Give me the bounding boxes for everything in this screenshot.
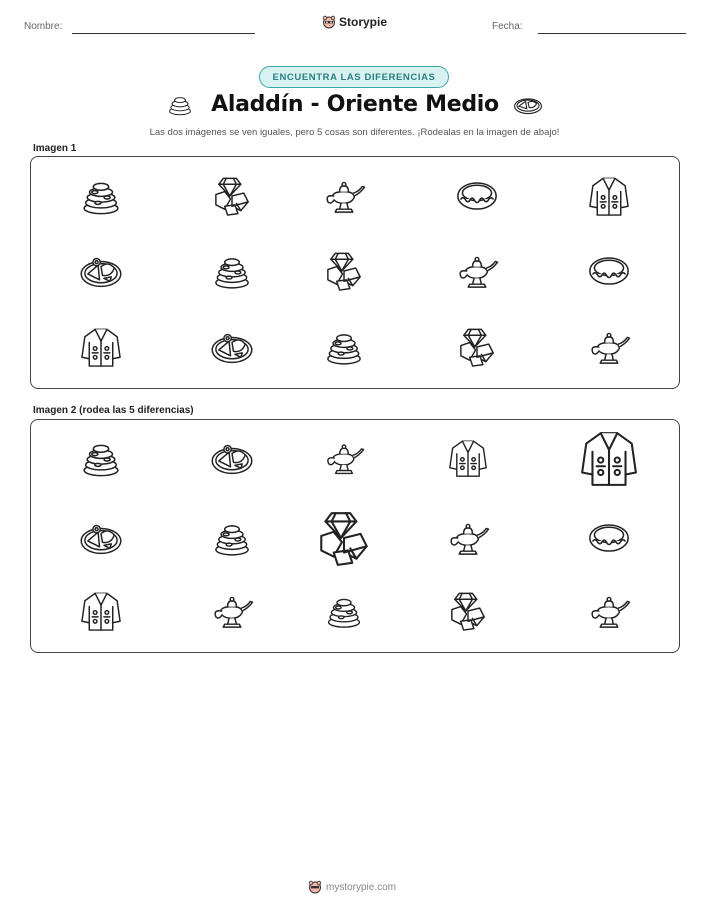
food-plate-icon [210, 436, 254, 480]
image-1-bracelet-icon [586, 248, 632, 294]
brand-name: Storypie [339, 15, 388, 29]
image-2-coins-icon[interactable] [78, 435, 124, 481]
coins-icon [210, 516, 254, 560]
lamp-icon [323, 437, 365, 479]
image-2-lamp-icon[interactable] [587, 589, 631, 633]
coins-icon [78, 435, 124, 481]
section-2-label: Imagen 2 (rodea las 5 diferencias) [33, 405, 194, 416]
jewels-icon [322, 249, 366, 293]
image-2-jewels-icon[interactable] [313, 507, 375, 569]
food-plate-icon [210, 325, 254, 369]
coins-icon [322, 325, 366, 369]
robe-icon [79, 325, 123, 369]
lamp-icon [322, 174, 366, 218]
image-1-jewels-icon [455, 325, 499, 369]
jewels-icon [455, 325, 499, 369]
image-1-lamp-icon [587, 325, 631, 369]
image-1-coins-icon [78, 173, 124, 219]
image-2-lamp-icon[interactable] [210, 589, 254, 633]
coins-icon [210, 249, 254, 293]
bracelet-icon [586, 248, 632, 294]
image-1-lamp-icon [455, 249, 499, 293]
bracelet-icon [586, 515, 632, 561]
image-1-robe-icon [587, 174, 631, 218]
image-1-food-plate-icon [79, 249, 123, 293]
image-1-jewels-icon [210, 174, 254, 218]
image-2-robe-icon[interactable] [447, 437, 489, 479]
image-2-robe-icon[interactable] [79, 589, 123, 633]
name-field-line[interactable] [72, 33, 255, 34]
jewels-icon [446, 589, 490, 633]
image-1-coins-icon [322, 325, 366, 369]
robe-icon [447, 437, 489, 479]
food-plate-icon [79, 249, 123, 293]
brand-logo [322, 15, 387, 29]
image-1-food-plate-icon [210, 325, 254, 369]
robe-icon [578, 427, 640, 489]
lamp-icon [446, 516, 490, 560]
image-2-food-plate-icon[interactable] [79, 516, 123, 560]
instructions: Las dos imágenes se ven iguales, pero 5 cosas son diferentes. ¡Rodealas en la imagen de abajo! [149, 127, 560, 138]
bracelet-icon [454, 173, 500, 219]
image-2-lamp-icon[interactable] [323, 437, 365, 479]
footer [308, 880, 396, 894]
image-2-jewels-icon[interactable] [446, 589, 490, 633]
title-food-plate-icon [513, 94, 543, 121]
image-1-jewels-icon [322, 249, 366, 293]
section-1-label: Imagen 1 [33, 143, 77, 154]
robe-icon [79, 589, 123, 633]
image-2-robe-icon[interactable] [578, 427, 640, 489]
date-field-line[interactable] [538, 33, 686, 34]
storypie-mascot-icon [322, 15, 336, 29]
title-coins-icon [167, 94, 193, 121]
coins-icon [323, 590, 365, 632]
jewels-icon [313, 507, 375, 569]
image-1-robe-icon [79, 325, 123, 369]
image-1-coins-icon [210, 249, 254, 293]
image-2-food-plate-icon[interactable] [210, 436, 254, 480]
image-1-bracelet-icon [454, 173, 500, 219]
page-title: Aladdín - Oriente Medio [211, 92, 499, 117]
lamp-icon [587, 325, 631, 369]
robe-icon [587, 174, 631, 218]
footer-url: mystorypie.com [326, 881, 397, 893]
footer-mascot-icon [308, 880, 322, 894]
food-plate-icon [79, 516, 123, 560]
lamp-icon [210, 589, 254, 633]
image-1-lamp-icon [322, 174, 366, 218]
image-2-coins-icon[interactable] [210, 516, 254, 560]
image-2-lamp-icon[interactable] [446, 516, 490, 560]
coins-icon [78, 173, 124, 219]
lamp-icon [587, 589, 631, 633]
image-2-coins-icon[interactable] [323, 590, 365, 632]
name-label: Nombre: [24, 21, 63, 32]
lamp-icon [455, 249, 499, 293]
date-label: Fecha: [492, 21, 523, 32]
image-2-bracelet-icon[interactable] [586, 515, 632, 561]
jewels-icon [210, 174, 254, 218]
worksheet-type-badge: ENCUENTRA LAS DIFERENCIAS [259, 66, 449, 88]
